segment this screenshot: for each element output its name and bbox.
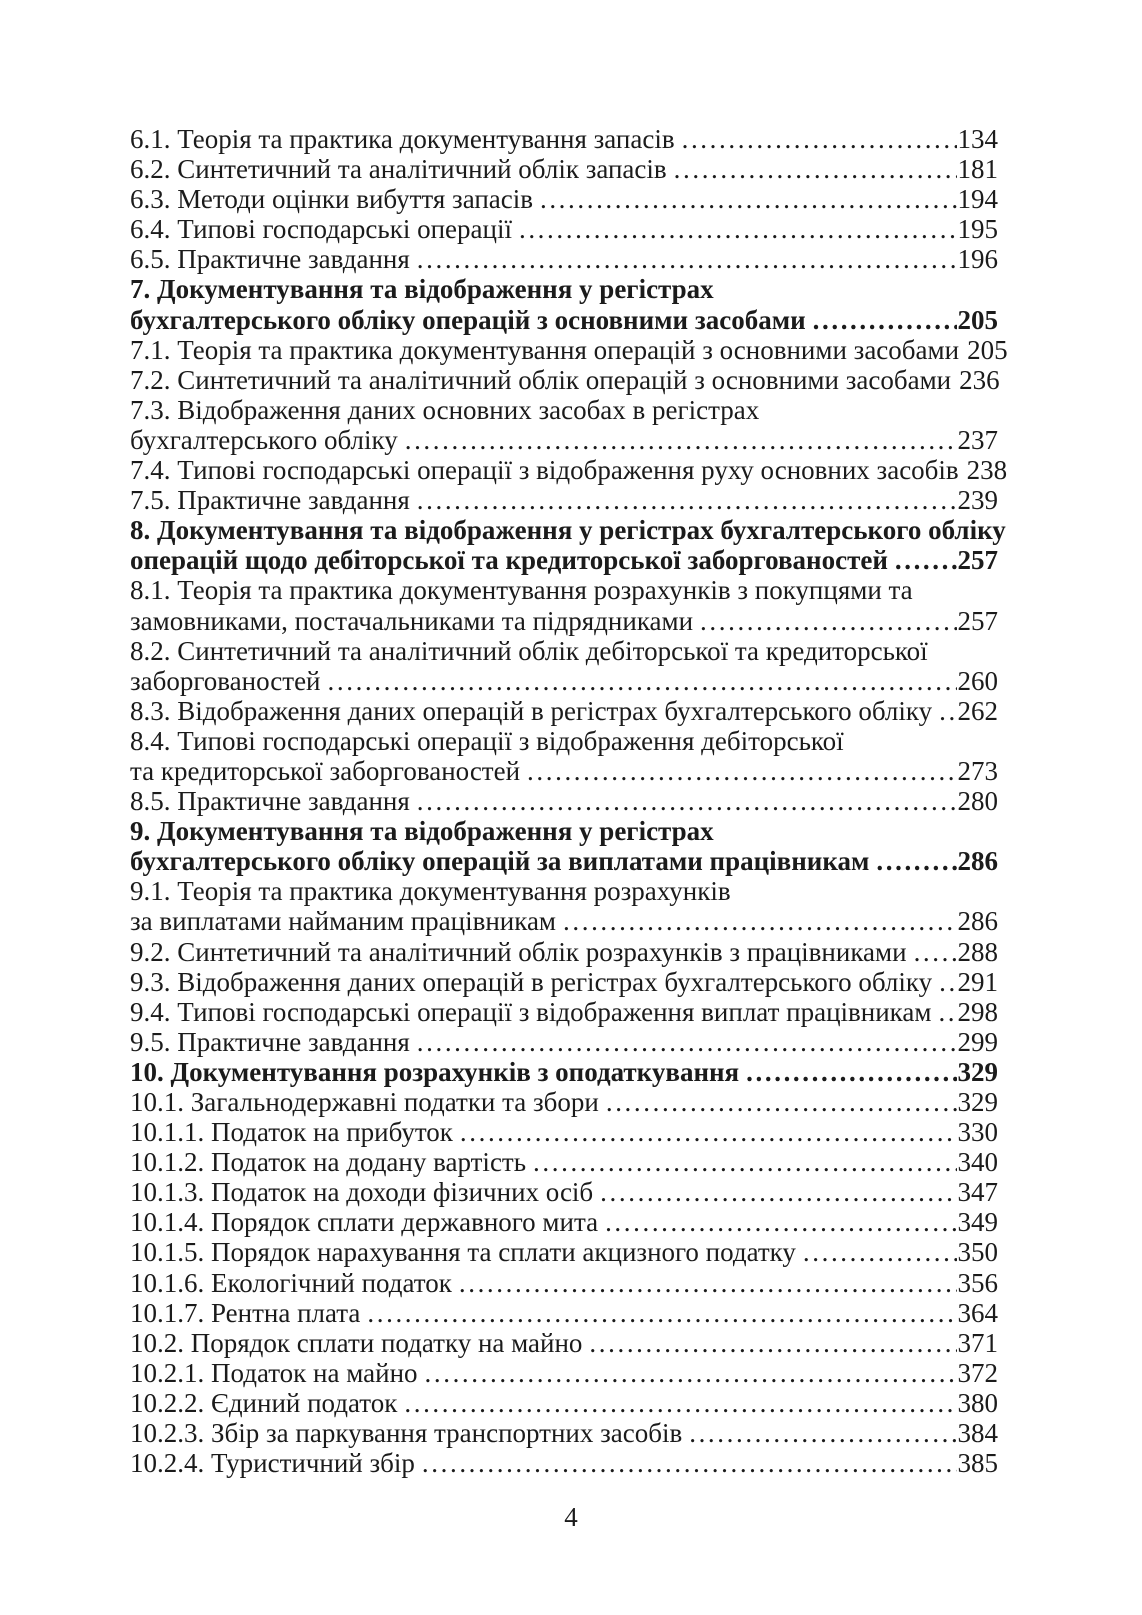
toc-entry xyxy=(130,876,998,936)
dot-leader xyxy=(460,1117,957,1147)
page-ref: 262 xyxy=(957,695,998,726)
toc-entry xyxy=(130,1027,998,1057)
toc-entry-text: 6.3. Методи оцінки вибуття запасів xyxy=(130,184,533,215)
toc-line xyxy=(130,967,998,997)
toc-entry xyxy=(130,997,998,1027)
toc-line xyxy=(130,606,998,636)
toc-line xyxy=(130,756,998,786)
page-ref: 350 xyxy=(957,1237,998,1268)
dot-leader xyxy=(674,154,957,184)
toc-entry xyxy=(130,816,998,876)
page-ref: 372 xyxy=(957,1357,998,1388)
toc-entry xyxy=(130,455,1008,486)
toc-entry xyxy=(130,214,998,244)
toc-entry xyxy=(130,1087,998,1117)
dot-leader xyxy=(367,1298,956,1328)
toc-line xyxy=(130,1388,998,1418)
toc-line xyxy=(130,1027,998,1057)
toc-entry-text: 10.1.6. Екологічний податок xyxy=(130,1267,452,1298)
toc-line xyxy=(130,876,998,906)
dot-leader xyxy=(563,906,956,936)
dot-leader xyxy=(700,606,956,636)
toc-entry-text: 10.1.7. Рентна плата xyxy=(130,1297,361,1328)
toc-line xyxy=(130,1358,998,1388)
page-ref: 181 xyxy=(957,154,998,185)
dot-leader xyxy=(914,937,957,967)
toc-entry xyxy=(130,1268,998,1298)
toc-line xyxy=(130,696,998,726)
dot-leader xyxy=(533,1147,956,1177)
toc-entry xyxy=(130,1177,998,1207)
page-ref: 280 xyxy=(957,786,998,817)
toc-entry-text: 10.2.3. Збір за паркування транспортних засобів xyxy=(130,1418,683,1449)
toc-entry xyxy=(130,1448,998,1478)
toc-line xyxy=(130,997,998,1027)
toc-line xyxy=(130,1057,998,1087)
toc-entry-text: 6.4. Типові господарські операції xyxy=(130,214,512,245)
toc-entry-text: заборгованостей xyxy=(130,665,321,696)
page-ref: 364 xyxy=(957,1297,998,1328)
toc-line xyxy=(130,1328,998,1358)
toc-line xyxy=(130,575,998,605)
toc-entry-text: 10.1.1. Податок на прибуток xyxy=(130,1117,453,1148)
toc-line xyxy=(130,1418,998,1448)
toc-entry xyxy=(130,365,998,395)
toc-line xyxy=(130,485,998,515)
page-ref: 380 xyxy=(957,1387,998,1418)
toc-line xyxy=(130,184,998,214)
dot-leader xyxy=(527,756,956,786)
toc-entry-text: 10.2.1. Податок на майно xyxy=(130,1357,418,1388)
toc-line xyxy=(130,1298,998,1328)
page-ref: 288 xyxy=(957,936,998,967)
page-ref: 273 xyxy=(957,755,998,786)
toc-line xyxy=(130,305,998,335)
dot-leader xyxy=(689,1418,956,1448)
page-ref: 257 xyxy=(957,545,998,576)
toc-entry-text: 7.2. Синтетичний та аналітичний облік операцій з основними засобами xyxy=(130,364,952,395)
toc-line xyxy=(130,545,998,575)
page-ref: 291 xyxy=(957,966,998,997)
dot-leader xyxy=(417,244,957,274)
toc-entry xyxy=(130,485,998,515)
page-ref: 286 xyxy=(957,846,998,877)
toc-line xyxy=(130,455,1008,486)
dot-leader xyxy=(682,124,957,154)
dot-leader xyxy=(417,1027,957,1057)
toc-line xyxy=(130,515,1006,546)
page-ref: 298 xyxy=(957,996,998,1027)
dot-leader xyxy=(813,305,957,335)
toc-entry-text: 9.3. Відображення даних операцій в регістрах бухгалтерського обліку xyxy=(130,966,933,997)
toc-entry-text: 7.1. Теорія та практика документування операцій з основними засобами xyxy=(130,334,960,365)
toc-line xyxy=(130,395,998,425)
page-ref: 195 xyxy=(957,214,998,245)
toc-entry-text: бухгалтерського обліку xyxy=(130,424,398,455)
dot-leader xyxy=(405,425,957,455)
page-ref: 237 xyxy=(957,424,998,455)
toc-entry xyxy=(130,967,998,997)
toc-entry xyxy=(130,154,998,184)
toc-line xyxy=(130,786,998,816)
page-ref: 260 xyxy=(957,665,998,696)
toc-entry-text: 7.4. Типові господарські операції з відображення руху основних засобів xyxy=(130,455,959,486)
page-ref: 236 xyxy=(959,364,1000,395)
dot-leader xyxy=(540,184,957,214)
toc-entry-text: за виплатами найманим працівникам xyxy=(130,906,557,937)
toc-entry-text: 8.1. Теорія та практика документування розрахунків з покупцями та xyxy=(130,575,913,606)
dot-leader xyxy=(459,1268,957,1298)
dot-leader xyxy=(939,967,956,997)
toc-entry-text: операцій щодо дебіторської та кредиторської заборгованостей xyxy=(130,545,888,576)
page-ref: 384 xyxy=(957,1418,998,1449)
toc-entry-text: 6.2. Синтетичний та аналітичний облік запасів xyxy=(130,154,667,185)
toc-entry-text: 10.1.5. Порядок нарахування та сплати акцизного податку xyxy=(130,1237,796,1268)
toc-line xyxy=(130,244,998,274)
toc-entry-text: 10. Документування розрахунків з оподаткування xyxy=(130,1056,740,1087)
toc-entry xyxy=(130,1117,998,1147)
toc-entry-text: 10.1. Загальнодержавні податки та збори xyxy=(130,1087,599,1117)
dot-leader xyxy=(895,545,957,575)
toc-entry-text: 9.2. Синтетичний та аналітичний облік розрахунків з працівниками xyxy=(130,936,907,967)
page-ref: 257 xyxy=(957,605,998,636)
page-ref: 196 xyxy=(957,244,998,275)
page-footer xyxy=(0,1502,1142,1532)
toc-entry-text: бухгалтерського обліку операцій з основними засобами xyxy=(130,304,806,335)
toc-entry-text: 7.3. Відображення даних основних засобах в регістрах xyxy=(130,394,760,425)
toc-entry-text: 8.2. Синтетичний та аналітичний облік дебіторської та кредиторської xyxy=(130,635,928,666)
page-ref: 330 xyxy=(957,1117,998,1148)
page-ref: 286 xyxy=(957,906,998,937)
toc-entry-text: 10.1.3. Податок на доходи фізичних осіб xyxy=(130,1177,594,1208)
page-ref: 356 xyxy=(957,1267,998,1298)
toc-line xyxy=(130,816,998,846)
toc-entry-text: 9.1. Теорія та практика документування розрахунків xyxy=(130,876,731,907)
toc-line xyxy=(130,1177,998,1207)
toc-entry xyxy=(130,1388,998,1418)
toc-entry-text: та кредиторської заборгованостей xyxy=(130,755,521,786)
toc-line xyxy=(130,666,998,696)
toc-entry xyxy=(130,395,998,455)
toc-entry xyxy=(130,575,998,635)
dot-leader xyxy=(803,1237,957,1267)
toc-line xyxy=(130,154,998,184)
page-ref: 385 xyxy=(957,1448,998,1479)
toc-entry-text: 8.3. Відображення даних операцій в регістрах бухгалтерського обліку xyxy=(130,695,933,726)
toc-entry xyxy=(130,515,1006,576)
toc-entry xyxy=(130,1147,998,1177)
toc-entry xyxy=(130,1358,998,1388)
page-ref: 329 xyxy=(957,1087,998,1117)
dot-leader xyxy=(938,997,956,1027)
toc-entry xyxy=(130,1207,998,1237)
toc-entry-text: 8.5. Практичне завдання xyxy=(130,786,410,817)
toc-entry xyxy=(130,726,998,786)
toc-line xyxy=(130,1117,998,1147)
dot-leader xyxy=(404,1388,956,1418)
toc-line xyxy=(130,636,998,666)
toc-line xyxy=(130,846,998,876)
toc-entry xyxy=(130,937,998,967)
toc-entry-text: бухгалтерського обліку операцій за виплатами працівникам xyxy=(130,846,870,877)
toc-line xyxy=(130,274,998,304)
toc-entry xyxy=(130,1328,998,1358)
toc-entry xyxy=(130,334,1008,365)
dot-leader xyxy=(939,696,956,726)
page-ref: 205 xyxy=(967,334,1008,365)
dot-leader xyxy=(746,1057,956,1087)
dot-leader xyxy=(425,1358,957,1388)
toc-entry-text: 10.1.2. Податок на додану вартість xyxy=(130,1147,527,1178)
page-ref: 239 xyxy=(957,485,998,516)
toc-entry-text: 7. Документування та відображення у регістрах xyxy=(130,274,714,305)
toc-entry-text: 7.5. Практичне завдання xyxy=(130,485,410,516)
toc-line xyxy=(130,726,998,756)
toc-line xyxy=(130,1448,998,1478)
toc-line xyxy=(130,906,998,936)
toc-line xyxy=(130,1237,998,1267)
toc-entry xyxy=(130,1057,998,1087)
dot-leader xyxy=(876,846,956,876)
toc-entry xyxy=(130,1418,998,1448)
toc-entry xyxy=(130,636,998,696)
toc-entry-text: 8. Документування та відображення у регістрах бухгалтерського обліку xyxy=(130,515,1006,546)
page-ref: 347 xyxy=(957,1177,998,1208)
dot-leader xyxy=(417,485,957,515)
toc-entry xyxy=(130,124,998,154)
page-ref: 134 xyxy=(957,124,998,154)
page-ref: 329 xyxy=(957,1056,998,1087)
toc-line xyxy=(130,334,1008,365)
page-ref: 205 xyxy=(957,304,998,335)
toc-line xyxy=(130,1268,998,1298)
toc-entry-text: 10.1.4. Порядок сплати державного мита xyxy=(130,1207,599,1238)
dot-leader xyxy=(417,786,957,816)
toc-list xyxy=(130,124,1008,1479)
toc-entry-text: 10.2.4. Туристичний збір xyxy=(130,1448,415,1479)
toc-entry xyxy=(130,244,998,274)
page-ref: 299 xyxy=(957,1026,998,1057)
toc-entry xyxy=(130,786,998,816)
toc-line xyxy=(130,1087,998,1117)
toc-entry xyxy=(130,1298,998,1328)
toc-entry-text: 10.2.2. Єдиний податок xyxy=(130,1387,398,1418)
dot-leader xyxy=(328,666,957,696)
dot-leader xyxy=(422,1448,957,1478)
dot-leader xyxy=(605,1207,956,1237)
dot-leader xyxy=(606,1087,957,1117)
toc-entry-text: 6.1. Теорія та практика документування запасів xyxy=(130,124,675,154)
dot-leader xyxy=(519,214,957,244)
dot-leader xyxy=(600,1177,956,1207)
page-ref: 194 xyxy=(957,184,998,215)
toc-entry xyxy=(130,184,998,214)
toc-entry-text: 10.2. Порядок сплати податку на майно xyxy=(130,1327,583,1358)
toc-entry-text: замовниками, постачальниками та підрядниками xyxy=(130,605,694,636)
toc-line xyxy=(130,1147,998,1177)
page-ref: 349 xyxy=(957,1207,998,1238)
toc-line xyxy=(130,425,998,455)
toc-line xyxy=(130,214,998,244)
dot-leader xyxy=(589,1328,956,1358)
toc-line xyxy=(130,1207,998,1237)
toc-entry-text: 8.4. Типові господарські операції з відображення дебіторської xyxy=(130,725,844,756)
toc-entry-text: 9. Документування та відображення у регістрах xyxy=(130,816,714,847)
toc-line xyxy=(130,124,998,154)
page-number: 4 xyxy=(564,1502,578,1532)
toc-entry-text: 9.5. Практичне завдання xyxy=(130,1026,410,1057)
page-ref: 340 xyxy=(957,1147,998,1178)
toc-entry xyxy=(130,1237,998,1267)
toc-entry xyxy=(130,274,998,334)
toc-entry-text: 6.5. Практичне завдання xyxy=(130,244,410,275)
toc-line xyxy=(130,937,998,967)
toc-entry-text: 9.4. Типові господарські операції з відображення виплат працівникам xyxy=(130,996,932,1027)
page-ref: 238 xyxy=(966,455,1008,486)
toc-entry xyxy=(130,696,998,726)
toc-line xyxy=(130,365,998,395)
page-ref: 371 xyxy=(957,1327,998,1358)
